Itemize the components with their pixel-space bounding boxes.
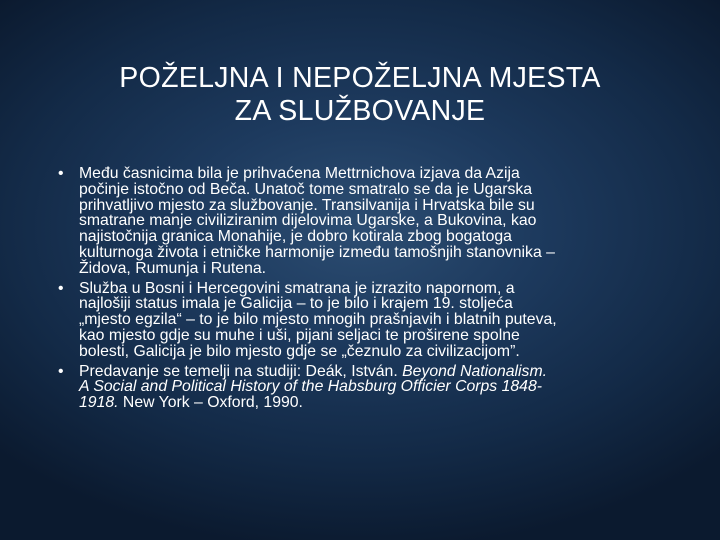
bullet-line: najistočnija granica Monahije, je dobro kotirala zbog bogatoga (79, 228, 512, 246)
bullet-line: Među časnicima bila je prihvaćena Mettrnichova izjava da Azija (79, 165, 520, 182)
bullet-line: prihvatljivo mjesto za službovanje. Transilvanija i Hrvatska bile su (79, 196, 535, 214)
bullet-line: najlošiji status imala je Galicija – to je bilo i krajem 19. stoljeća (79, 295, 513, 313)
bullet-line: kao mjesto gdje su muhe i uši, pijani seljaci te proširene spolne (79, 326, 520, 344)
bullet-line: bolesti, Galicija je bilo mjesto gdje se „čeznulo za civilizacijom”. (79, 342, 520, 360)
bullet-text (79, 166, 668, 277)
slide-title-line: POŽELJNA I NEPOŽELJNA MJESTA (119, 62, 601, 94)
bullet-item (58, 166, 668, 277)
bullet-line: smatrane manje civiliziranim dijelovima Ugarske, a Bukovina, kao (79, 212, 537, 230)
bullet-icon: • (58, 279, 64, 297)
citation-publication: New York – Oxford, 1990. (118, 394, 303, 412)
citation-intro: Predavanje se temelji na studiji: Deák, István. (79, 362, 403, 380)
bullet-line: počinje istočno od Beča. Unatoč tome smatralo se da je Ugarska (79, 180, 533, 198)
bullet-line (79, 395, 668, 411)
slide-title (40, 62, 680, 128)
bullet-text (79, 281, 668, 360)
bullet-icon: • (58, 165, 64, 182)
bullet-line: Služba u Bosni i Hercegovini smatrana je izrazito napornom, a (79, 279, 515, 297)
bullet-line: kulturnoga života i etničke harmonije između tamošnjih stanovnika – (79, 243, 555, 261)
bullet-item (58, 364, 668, 411)
bullet-line (79, 364, 668, 380)
bullet-text (79, 364, 668, 411)
citation-year-end: 1918. (79, 394, 119, 412)
bullet-line (79, 379, 668, 395)
bullet-item (58, 281, 668, 360)
slide-title-line: ZA SLUŽBOVANJE (234, 95, 486, 127)
bullet-line: Židova, Rumunja i Rutena. (79, 259, 267, 277)
citation-title: Beyond Nationalism. (402, 362, 548, 380)
bullet-line: „mjesto egzila“ – to je bilo mjesto mnogih prašnjavih i blatnih puteva, (79, 311, 557, 329)
bullet-icon: • (58, 362, 64, 380)
bullet-list (58, 166, 668, 415)
citation-subtitle: A Social and Political History of the Habsburg Officier Corps 1848- (79, 378, 542, 396)
